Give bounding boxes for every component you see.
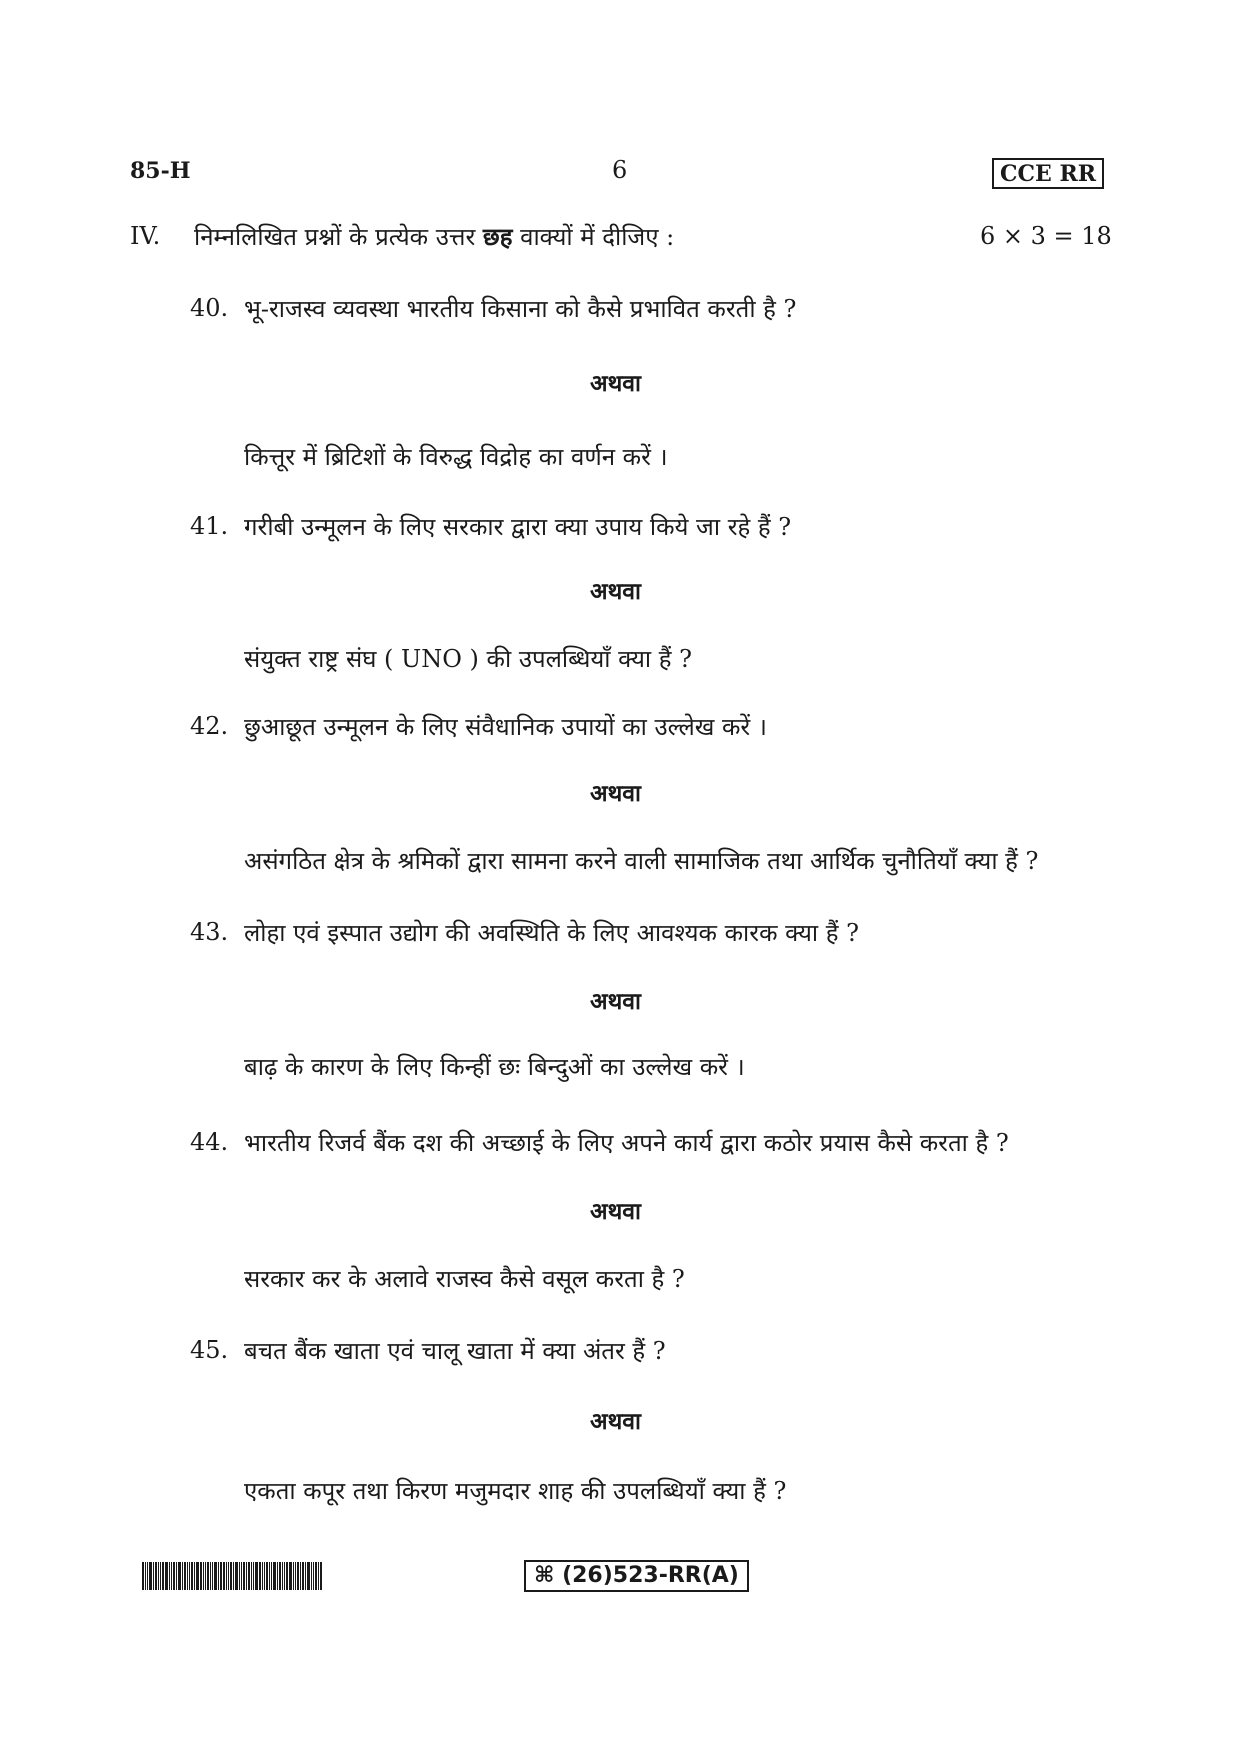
barcode-bar [226, 1562, 227, 1590]
or-label: अथवा [590, 370, 642, 397]
barcode-bar [212, 1562, 213, 1590]
barcode-bar [239, 1562, 240, 1590]
barcode-bar [289, 1562, 292, 1590]
question-number: 44. [190, 1128, 229, 1156]
barcode-bar [165, 1562, 168, 1590]
barcode-bar [160, 1562, 161, 1590]
question-text: लोहा एवं इस्पात उद्योग की अवस्थिति के लिए आवश्यक कारक क्या हैं ? [244, 919, 859, 947]
question-alternative: एकता कपूर तथा किरण मजुमदार शाह की उपलब्धियाँ क्या हैं ? [244, 1477, 787, 1505]
barcode-bar [286, 1562, 288, 1590]
question-number: 42. [190, 712, 229, 740]
barcode-bar [191, 1562, 193, 1590]
barcode-bar [279, 1562, 281, 1590]
barcode-icon [142, 1562, 388, 1590]
question-alternative: कित्तूर में ब्रिटिशों के विरुद्ध विद्रोह का वर्णन करें । [244, 443, 668, 471]
question-text: छुआछूत उन्मूलन के लिए संवैधानिक उपायों का उल्लेख करें । [244, 713, 767, 741]
barcode-bar [207, 1562, 209, 1590]
barcode-bar [259, 1562, 261, 1590]
barcode-bar [269, 1562, 270, 1590]
barcode-bar [320, 1562, 322, 1590]
barcode-bar [307, 1562, 310, 1590]
barcode-bar [243, 1562, 245, 1590]
barcode-bar [203, 1562, 204, 1590]
barcode-bar [210, 1562, 211, 1590]
barcode-bar [255, 1562, 258, 1590]
barcode-bar [200, 1562, 202, 1590]
barcode-bar [251, 1562, 252, 1590]
barcode-bar [220, 1562, 222, 1590]
question-alternative: बाढ़ के कारण के लिए किन्हीं छः बिन्दुओं का उल्लेख करें । [244, 1053, 745, 1081]
barcode-bar [262, 1562, 263, 1590]
barcode-bar [318, 1562, 319, 1590]
or-label: अथवा [590, 1198, 642, 1225]
barcode-bar [271, 1562, 272, 1590]
section-marks: 6 × 3 = 18 [980, 222, 1112, 250]
barcode-bar [266, 1562, 268, 1590]
barcode-bar [295, 1562, 296, 1590]
section-instruction [194, 220, 674, 253]
barcode-bar [311, 1562, 312, 1590]
footer-code: ⌘ (26)523-RR(A) [524, 1560, 749, 1592]
barcode-bar [223, 1562, 225, 1590]
barcode-bar [277, 1562, 278, 1590]
barcode-bar [264, 1562, 265, 1590]
barcode-bar [233, 1562, 234, 1590]
barcode-bar [315, 1562, 317, 1590]
page-number: 6 [612, 156, 628, 184]
barcode-bar [302, 1562, 304, 1590]
barcode-bar [228, 1562, 229, 1590]
or-label: अथवा [590, 578, 642, 605]
barcode-bar [248, 1562, 250, 1590]
instruction-before: निम्नलिखित प्रश्नों के प्रत्येक उत्तर [194, 223, 483, 251]
barcode-bar [169, 1562, 170, 1590]
instruction-after: वाक्यों में दीजिए : [512, 223, 675, 251]
barcode-bar [273, 1562, 276, 1590]
question-text: बचत बैंक खाता एवं चालू खाता में क्या अंतर हैं ? [244, 1337, 666, 1365]
paper-code: 85-H [130, 158, 191, 184]
barcode-bar [178, 1562, 181, 1590]
barcode-bar [218, 1562, 219, 1590]
barcode-bar [182, 1562, 183, 1590]
barcode-bar [241, 1562, 242, 1590]
question-number: 43. [190, 918, 229, 946]
barcode-bar [313, 1562, 314, 1590]
barcode-bar [158, 1562, 159, 1590]
question-number: 41. [190, 512, 229, 540]
barcode-bar [153, 1562, 154, 1590]
series-badge: CCE RR [992, 158, 1104, 189]
barcode-bar [253, 1562, 254, 1590]
question-text: भू-राजस्व व्यवस्था भारतीय किसाना को कैसे प्रभावित करती है ? [244, 295, 797, 323]
question-number: 45. [190, 1336, 229, 1364]
or-label: अथवा [590, 988, 642, 1015]
barcode-bar [187, 1562, 188, 1590]
barcode-bar [300, 1562, 301, 1590]
barcode-bar [173, 1562, 175, 1590]
section-number: IV. [130, 222, 161, 250]
barcode-bar [145, 1562, 146, 1590]
barcode-bar [214, 1562, 217, 1590]
barcode-bar [171, 1562, 172, 1590]
question-text: भारतीय रिजर्व बैंक दश की अच्छाई के लिए अपने कार्य द्वारा कठोर प्रयास कैसे करता है ? [244, 1129, 1009, 1157]
barcode-bar [147, 1562, 148, 1590]
barcode-bar [235, 1562, 238, 1590]
instruction-bold: छह [482, 222, 513, 251]
barcode-bar [282, 1562, 283, 1590]
barcode-bar [196, 1562, 199, 1590]
barcode-bar [189, 1562, 190, 1590]
question-alternative: असंगठित क्षेत्र के श्रमिकों द्वारा सामना करने वाली सामाजिक तथा आर्थिक चुनौतियाँ क्या हैं ? [244, 847, 1039, 875]
barcode-bar [184, 1562, 186, 1590]
question-text: गरीबी उन्मूलन के लिए सरकार द्वारा क्या उपाय किये जा रहे हैं ? [244, 513, 792, 541]
question-alternative: संयुक्त राष्ट्र संघ ( UNO ) की उपलब्धियाँ क्या हैं ? [244, 645, 693, 673]
barcode-bar [297, 1562, 299, 1590]
or-label: अथवा [590, 780, 642, 807]
question-alternative: सरकार कर के अलावे राजस्व कैसे वसूल करता है ? [244, 1265, 685, 1293]
barcode-bar [149, 1562, 152, 1590]
barcode-bar [230, 1562, 232, 1590]
barcode-bar [142, 1562, 144, 1590]
question-number: 40. [190, 294, 229, 322]
barcode-bar [205, 1562, 206, 1590]
barcode-bar [176, 1562, 177, 1590]
barcode-bar [194, 1562, 195, 1590]
barcode-bar [305, 1562, 306, 1590]
or-label: अथवा [590, 1408, 642, 1435]
barcode-bar [293, 1562, 294, 1590]
barcode-bar [284, 1562, 285, 1590]
barcode-bar [162, 1562, 164, 1590]
barcode-bar [155, 1562, 157, 1590]
barcode-bar [246, 1562, 247, 1590]
